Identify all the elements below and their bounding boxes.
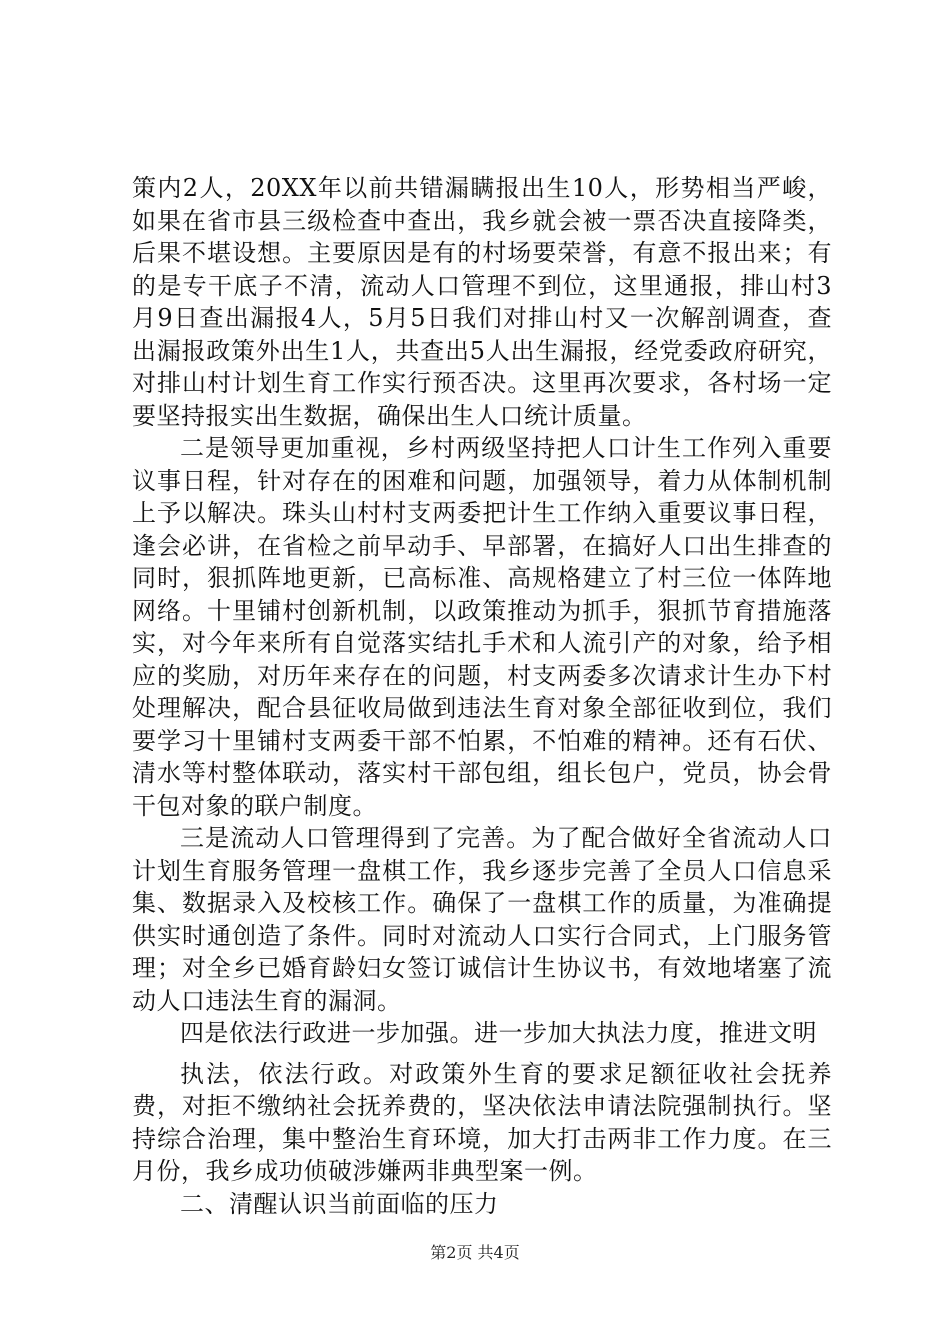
page-number-footer: 第2页 共4页 [430,1243,520,1262]
paragraph-5: 执法，依法行政。对政策外生育的要求足额征收社会抚养费，对拒不缴纳社会抚养费的，坚决依法申请法院强制执行。坚持综合治理，集中整治生育环境，加大打击两非工作力度。在三月份，我乡成功侦破涉嫌两非典型案一例。 [132,1059,832,1185]
paragraph-2: 二是领导更加重视，乡村两级坚持把人口计生工作列入重要议事日程，针对存在的困难和问题，加强领导，着力从体制机制上予以解决。珠头山村村支两委把计生工作纳入重要议事日程，逢会必讲，在省检之前早动手、早部署，在搞好人口出生排查的同时，狠抓阵地更新，已高标准、高规格建立了村三位一体阵地网络。十里铺村创新机制，以政策推动为抓手，狠抓节育措施落实，对今年来所有自觉落实结扎手术和人流引产的对象，给予相应的奖励，对历年来存在的问题，村支两委多次请求计生办下村处理解决，配合县征收局做到违法生育对象全部征收到位，我们要学习十里铺村支两委干部不怕累，不怕难的精神。还有石伏、清水等村整体联动，落实村干部包组，组长包户，党员，协会骨干包对象的联户制度。 [132,434,832,820]
paragraph-4: 四是依法行政进一步加强。进一步加大执法力度，推进文明 [180,1019,817,1047]
section-heading: 二、清醒认识当前面临的压力 [180,1189,499,1218]
document-body [132,172,832,1220]
paragraph-3: 三是流动人口管理得到了完善。为了配合做好全省流动人口计划生育服务管理一盘棋工作，我乡逐步完善了全员人口信息采集、数据录入及校核工作。确保了一盘棋工作的质量，为准确提供实时通创造了条件。同时对流动人口实行合同式，上门服务管理；对全乡已婚育龄妇女签订诚信计生协议书，有效地堵塞了流动人口违法生育的漏洞。 [132,824,832,1015]
paragraph-1: 策内2人，20XX年以前共错漏瞒报出生10人，形势相当严峻，如果在省市县三级检查中查出，我乡就会被一票否决直接降类，后果不堪设想。主要原因是有的村场要荣誉，有意不报出来；有的是专干底子不清，流动人口管理不到位，这里通报，排山村3月9日查出漏报4人，5月5日我们对排山村又一次解剖调查，查出漏报政策外出生1人，共查出5人出生漏报，经党委政府研究，对排山村计划生育工作实行预否决。这里再次要求，各村场一定要坚持报实出生数据，确保出生人口统计质量。 [132,174,832,430]
